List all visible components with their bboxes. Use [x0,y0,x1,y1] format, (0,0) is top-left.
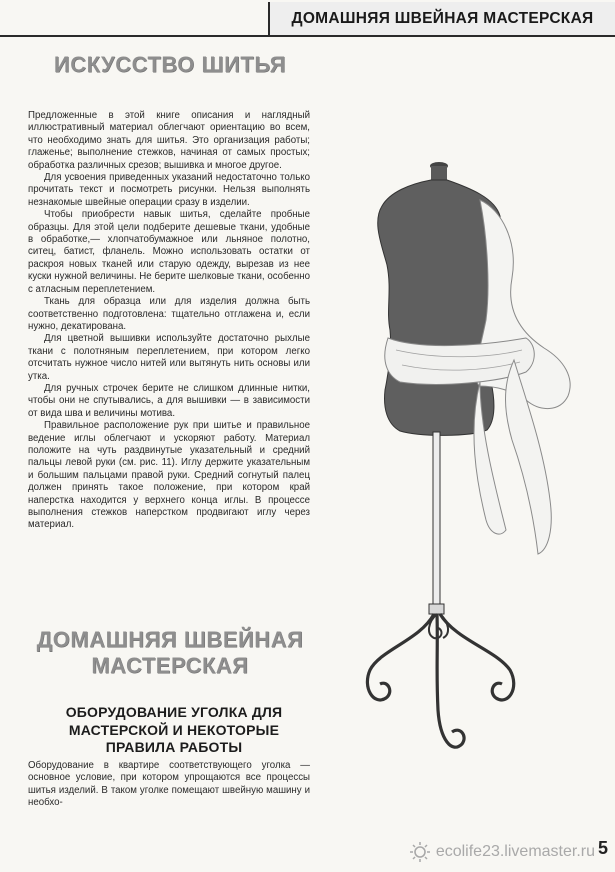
section-title-home-workshop [30,627,310,679]
section-2-body [28,760,310,810]
paragraph: Предложенные в этой книге описания и наглядный иллюстративный материал облегчают ориентацию во всем, что необходимо знать для шитья. Это организация работы; глаженье; выполнение стежков, начиная от самых простых; обработка различных срезов; вышивка и многое другое. [28,110,310,171]
dress-form-illustration [330,150,595,850]
running-head: ДОМАШНЯЯ ШВЕЙНАЯ МАСТЕРСКАЯ [268,2,615,35]
torso [378,180,501,435]
subheading-line: МАСТЕРСКОЙ И НЕКОТОРЫЕ [68,721,280,738]
paragraph: Оборудование в квартире соответствующего уголка — основное условие, при котором упрощаются все процессы шитья изделий. В таком уголке помещают швейную машину и необхо- [28,760,310,809]
paragraph: Для усвоения приведенных указаний недостаточно только прочитать текст и посмотреть рисунки. Нельзя выполнять незнакомые швейные операции сразу в изделии. [28,172,310,208]
section-title-line: МАСТЕРСКАЯ [91,653,249,678]
paragraph: Правильное расположение рук при шитье и правильное ведение иглы облегчают и ускоряют работу. Материал положите на чуть раздвинутые указательный и средний пальцы левой руки (см. рис. 11). Иглу держите указательным и большим пальцами правой руки. Средний согнутый палец должен принять такое положение, при котором край наперстка находится у верхнего конца иглы. В процессе выполнения стежков наперстком продвигают иглу через материал. [28,420,310,531]
header-rule [0,35,615,37]
subheading-equipment [40,704,308,757]
page-number: 5 [597,838,608,858]
section-1-body [28,110,310,532]
stand-leg-right [440,614,514,700]
stand-pole [433,432,440,612]
paragraph: Ткань для образца или для изделия должна быть соответственно подготовлена: тщательно отглажена и, если нужно, декатирована. [28,296,310,332]
watermark-text: ecolife23.livemaster.ru [435,843,595,860]
stand-leg-left [367,614,434,700]
section-title-sewing-art: ИСКУССТВО ШИТЬЯ [53,52,287,77]
section-title-line: ДОМАШНЯЯ ШВЕЙНАЯ [36,627,304,652]
subheading-line: ПРАВИЛА РАБОТЫ [105,739,243,755]
paragraph: Чтобы приобрести навык шитья, сделайте пробные образцы. Для этой цели подберите дешевые ткани, удобные в обработке,— хлопчатобумажное или льняное полотно, ситец, батист, фланель. Можно использовать остатки от раскроя новых тканей или старую одежду, вырезав из нее куски нужной величины. Не берите шелковые ткани, особенно с атласным переплетением. [28,209,310,295]
sun-logo-icon [409,841,431,863]
paragraph: Для ручных строчек берите не слишком длинные нитки, чтобы они не спутывались, а для вышивки — в зависимости от вида шва и величины мотива. [28,382,310,419]
watermark [409,841,595,863]
stand-collar [429,604,444,614]
paragraph: Для цветной вышивки используйте достаточно рыхлые ткани с полотняным переплетением, при котором легко отсчитать нужное число нитей или вытянуть нить основы или утка. [28,333,310,382]
subheading-line: ОБОРУДОВАНИЕ УГОЛКА ДЛЯ [65,704,283,720]
